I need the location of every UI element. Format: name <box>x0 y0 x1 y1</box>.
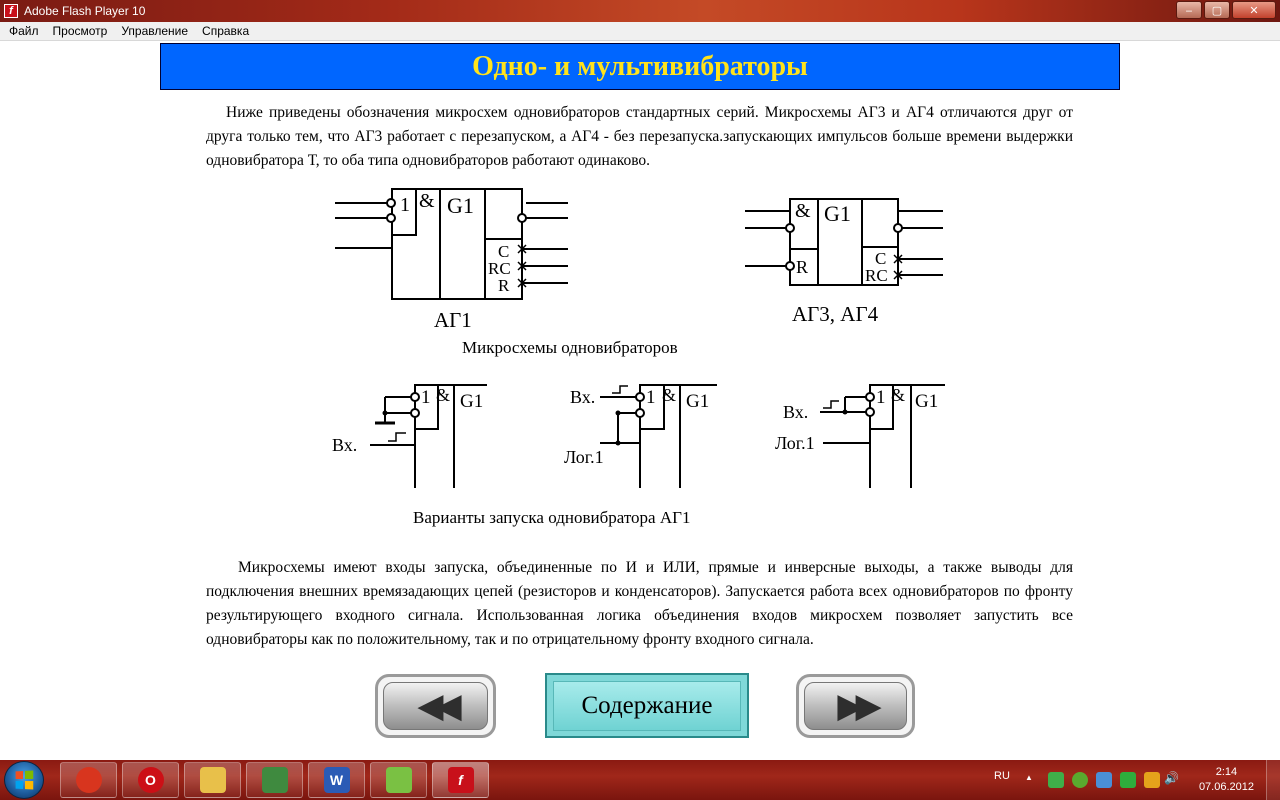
page-banner <box>160 43 1120 90</box>
chip1-func: G1 <box>447 193 474 218</box>
chip2-and-symbol: & <box>795 200 811 222</box>
torrent-icon[interactable] <box>1072 772 1088 788</box>
system-tray <box>980 760 1280 800</box>
window-controls <box>1176 1 1276 19</box>
menu-file[interactable]: Файл <box>9 24 39 38</box>
taskbar-app-word[interactable] <box>308 762 365 798</box>
start-button[interactable] <box>4 761 44 799</box>
chip1-or-symbol: 1 <box>400 194 410 216</box>
launch-variant-1-diagram <box>330 383 500 493</box>
volume-icon[interactable]: 🔊 <box>1164 771 1179 785</box>
flash-player-icon: f <box>4 4 18 18</box>
chip1-pin-rc: RC <box>488 259 511 278</box>
variant3-input-label: Вх. <box>783 402 809 422</box>
player-icon[interactable] <box>1144 772 1160 788</box>
menu-help[interactable]: Справка <box>202 24 250 38</box>
variant2-or-symbol: 1 <box>646 387 656 408</box>
menu-view[interactable]: Просмотр <box>52 24 108 38</box>
language-indicator[interactable]: RU <box>994 770 1010 782</box>
variant2-and-symbol: & <box>662 385 677 405</box>
menu-bar <box>0 22 1280 41</box>
launch-variant-3-diagram <box>775 383 950 493</box>
chip-ag3-ag4-diagram <box>740 195 960 335</box>
chip2-label: АГ3, АГ4 <box>792 302 879 326</box>
windows-logo-icon <box>16 771 34 790</box>
shield-icon[interactable] <box>1096 772 1112 788</box>
taskbar-app-recycle[interactable] <box>370 762 427 798</box>
maximize-button[interactable]: ▢ <box>1204 1 1230 19</box>
variant3-logic-label: Лог.1 <box>775 433 815 453</box>
contents-button[interactable] <box>545 673 749 738</box>
flash-icon: f <box>448 767 474 793</box>
body-paragraph: Микросхемы имеют входы запуска, объединенные по И и ИЛИ, прямые и инверсные выходы, а также выводы для подключения внешних времязадающих цепей (резисторов и конденсаторов). Запускается работа всех одновибраторов по фронту результирующего входного сигнала. Использованная логика объединения входов микросхем позволяет запустить все одновибраторы как по положительному, так и по отрицательному фронту входного сигнала. <box>206 559 1073 648</box>
chip2-func: G1 <box>824 201 851 226</box>
opera-icon: O <box>138 767 164 793</box>
diagram2-caption: Варианты запуска одновибратора АГ1 <box>413 508 691 527</box>
fast-forward-icon: ▶▶ <box>837 686 874 726</box>
browser-icon <box>76 767 102 793</box>
menu-control[interactable]: Управление <box>121 24 189 38</box>
chip2-reset: R <box>796 257 809 277</box>
chip1-pin-r: R <box>498 276 510 295</box>
variant3-and-symbol: & <box>891 385 906 405</box>
chip1-label: АГ1 <box>434 308 472 332</box>
variant1-and-symbol: & <box>436 385 451 405</box>
taskbar-app-task-manager[interactable] <box>246 762 303 798</box>
intro-paragraph: Ниже приведены обозначения микросхем одновибраторов стандартных серий. Микросхемы АГ3 и АГ4 отличаются друг от друга только тем, что АГ3 работает с перезапуском, а АГ4 - без перезапуска.запускающих импульсов больше времени выдержки одновибратора Т, то оба типа одновибраторов работают одинаково. <box>206 104 1073 169</box>
clock[interactable] <box>1199 765 1254 795</box>
close-button[interactable]: ✕ <box>1232 1 1276 19</box>
variant2-func: G1 <box>686 391 710 412</box>
taskbar <box>0 760 1280 800</box>
monitor-icon <box>262 767 288 793</box>
window-title: Adobe Flash Player 10 <box>24 4 146 18</box>
taskbar-app-opera[interactable] <box>122 762 179 798</box>
variant1-input-label: Вх. <box>332 435 358 455</box>
chip1-pin-c: C <box>498 242 510 261</box>
clock-time: 2:14 <box>1215 766 1238 778</box>
mail-icon[interactable] <box>1120 772 1136 788</box>
show-desktop-button[interactable] <box>1266 760 1280 800</box>
taskbar-app-flash-player[interactable] <box>432 762 489 798</box>
diagram1-caption: Микросхемы одновибраторов <box>462 338 678 357</box>
page-title: Одно- и мультивибраторы <box>472 50 808 82</box>
recycle-bin-icon <box>386 767 412 793</box>
network-icon[interactable] <box>1048 772 1064 788</box>
variant3-or-symbol: 1 <box>876 387 886 408</box>
variant1-func: G1 <box>460 391 484 412</box>
taskbar-app-browser[interactable] <box>60 762 117 798</box>
tray-expand-icon[interactable]: ▲ <box>1025 773 1033 782</box>
variant1-or-symbol: 1 <box>421 387 431 408</box>
next-page-button[interactable] <box>796 674 915 738</box>
variant3-func: G1 <box>915 391 939 412</box>
variant2-input-label: Вх. <box>570 387 596 407</box>
variant2-logic-label: Лог.1 <box>564 447 604 467</box>
prev-page-button[interactable] <box>375 674 496 738</box>
minimize-button[interactable]: ‒ <box>1176 1 1202 19</box>
folder-icon <box>200 767 226 793</box>
chip2-pin-rc: RC <box>865 266 888 285</box>
chip2-pin-c: C <box>875 249 887 268</box>
rewind-icon: ◀◀ <box>417 686 454 726</box>
chip-ag1-diagram <box>330 185 580 335</box>
clock-date: 07.06.2012 <box>1198 781 1254 793</box>
launch-variant-2-diagram <box>560 383 730 493</box>
chip1-and-symbol: & <box>419 190 435 212</box>
window-titlebar[interactable] <box>0 0 1280 22</box>
word-icon: W <box>324 767 350 793</box>
taskbar-app-explorer[interactable] <box>184 762 241 798</box>
contents-button-label: Содержание <box>553 681 741 731</box>
